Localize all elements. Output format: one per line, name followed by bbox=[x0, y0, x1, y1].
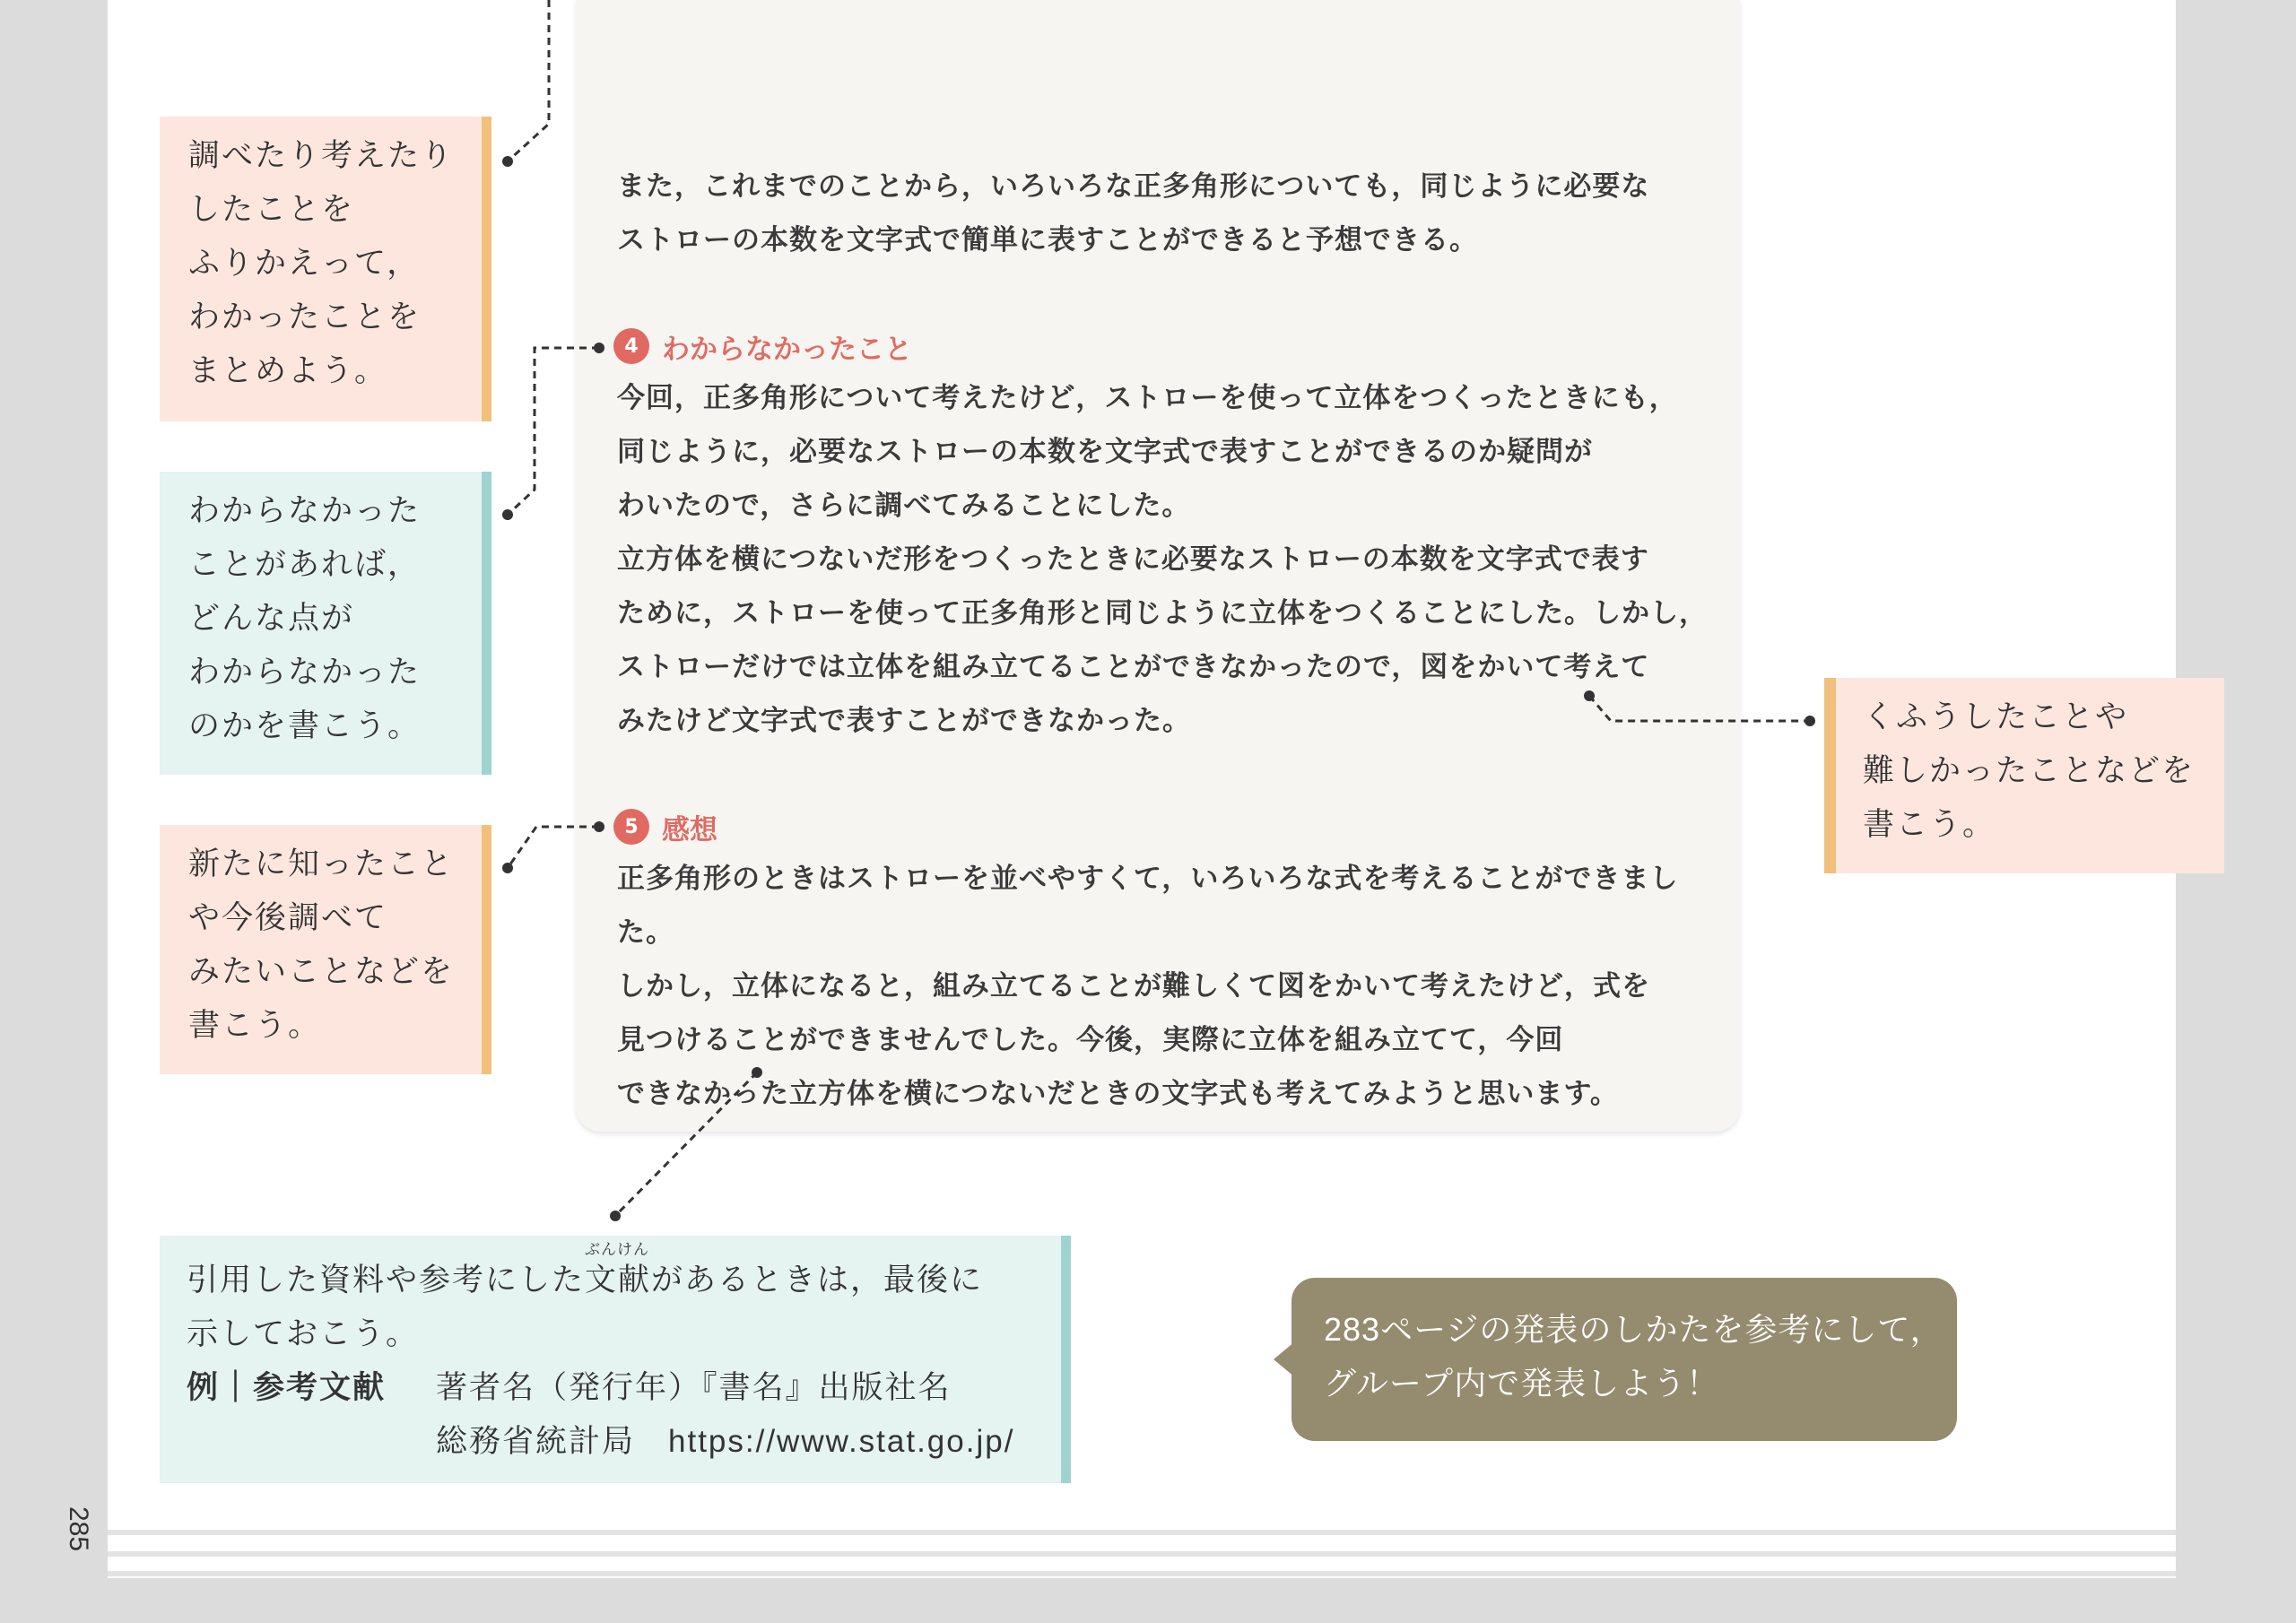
leader-dot bbox=[594, 343, 604, 353]
citation-example-entry: 著者名（発行年）『書名』出版社名 bbox=[436, 1370, 952, 1405]
citation-text-before: 引用した資料や参考にした bbox=[187, 1263, 586, 1298]
leader-dot bbox=[610, 1211, 621, 1221]
leader-dot bbox=[752, 1067, 762, 1078]
leader-dot bbox=[502, 509, 513, 520]
report-intro-text: また，これまでのことから，いろいろな正多角形についても，同じように必要な ストローの本数を文字式で簡単に表すことができると予想できる。 bbox=[617, 170, 1650, 256]
leader-learned bbox=[508, 827, 599, 868]
speech-bubble: 283ページの発表のしかたを参考にして， グループ内で発表しよう！ bbox=[1292, 1278, 1957, 1441]
citation-example-label: 例｜参考文献 bbox=[187, 1370, 387, 1405]
section-4-text: 今回，正多角形について考えたけど，ストローを使って立体をつくったときにも， 同じように，必要なストローの本数を文字式で表すことができるのか疑問が わいたので，さらに調べてみることにした。 立方体を横につないだ形をつくったときに必要なストローの本数を文字式で表す ために，ストローを使って正多角形と同じように立体をつくることにした。しかし， ストローだけでは立体を組み立てることができなかったので，図をかいて考えて みたけど文字式で表すことができなかった。 bbox=[617, 382, 1708, 737]
section-5-number: 5 bbox=[613, 809, 649, 845]
note-learned: 新たに知ったこと や今後調べて みたいことなどを 書こう。 bbox=[160, 825, 491, 1074]
note-unknown: わからなかった ことがあれば， どんな点が わからなかった のかを書こう。 bbox=[160, 472, 491, 775]
leader-unknown bbox=[508, 348, 599, 515]
citation-example-source-line bbox=[187, 1415, 1061, 1469]
citation-example bbox=[187, 1361, 1061, 1415]
citation-text-after: があるときは，最後に bbox=[651, 1263, 984, 1298]
footer-rule bbox=[108, 1530, 2176, 1535]
section-5-title: 感想 bbox=[662, 813, 718, 846]
section-5-text: 正多角形のときはストローを並べやすくて，いろいろな式を考えることができました。 しかし，立体になると，組み立てることが難しくて図をかいて考えたけど，式を 見つけることができませんでした。今後，実際に立体を組み立てて，今回 できなかった立方体を横につないだときの文字式も考えてみようと思います。 bbox=[617, 863, 1679, 1110]
leader-dot bbox=[1584, 690, 1595, 701]
leader-ingenuity bbox=[1589, 696, 1810, 721]
footer-rule bbox=[108, 1551, 2176, 1557]
citation-example-source: 総務省統計局 https://www.stat.go.jp/ bbox=[436, 1424, 1015, 1459]
note-ingenuity: くふうしたことや 難しかったことなどを 書こう。 bbox=[1824, 678, 2224, 873]
leader-dot bbox=[502, 156, 513, 167]
note-reflect: 調べたり考えたり したことを ふりかえって， わかったことを まとめよう。 bbox=[160, 117, 491, 421]
citation-note bbox=[160, 1236, 1071, 1483]
section-4-number: 4 bbox=[613, 328, 649, 364]
citation-line-1 bbox=[187, 1241, 1061, 1307]
leader-reflect bbox=[508, 0, 549, 161]
citation-ruby: ぶんけん bbox=[585, 1241, 650, 1258]
leader-dot bbox=[502, 863, 513, 873]
leader-dot bbox=[594, 821, 604, 832]
citation-line-2: 示しておこう。 bbox=[187, 1316, 420, 1351]
citation-ruby-word: 文献 bbox=[585, 1263, 652, 1298]
leader-citation bbox=[615, 1072, 757, 1216]
section-4-title: わからなかったこと bbox=[662, 333, 912, 366]
footer-rule bbox=[108, 1571, 2176, 1576]
leader-dot bbox=[1805, 716, 1815, 726]
page-number: 285 bbox=[64, 1506, 94, 1552]
